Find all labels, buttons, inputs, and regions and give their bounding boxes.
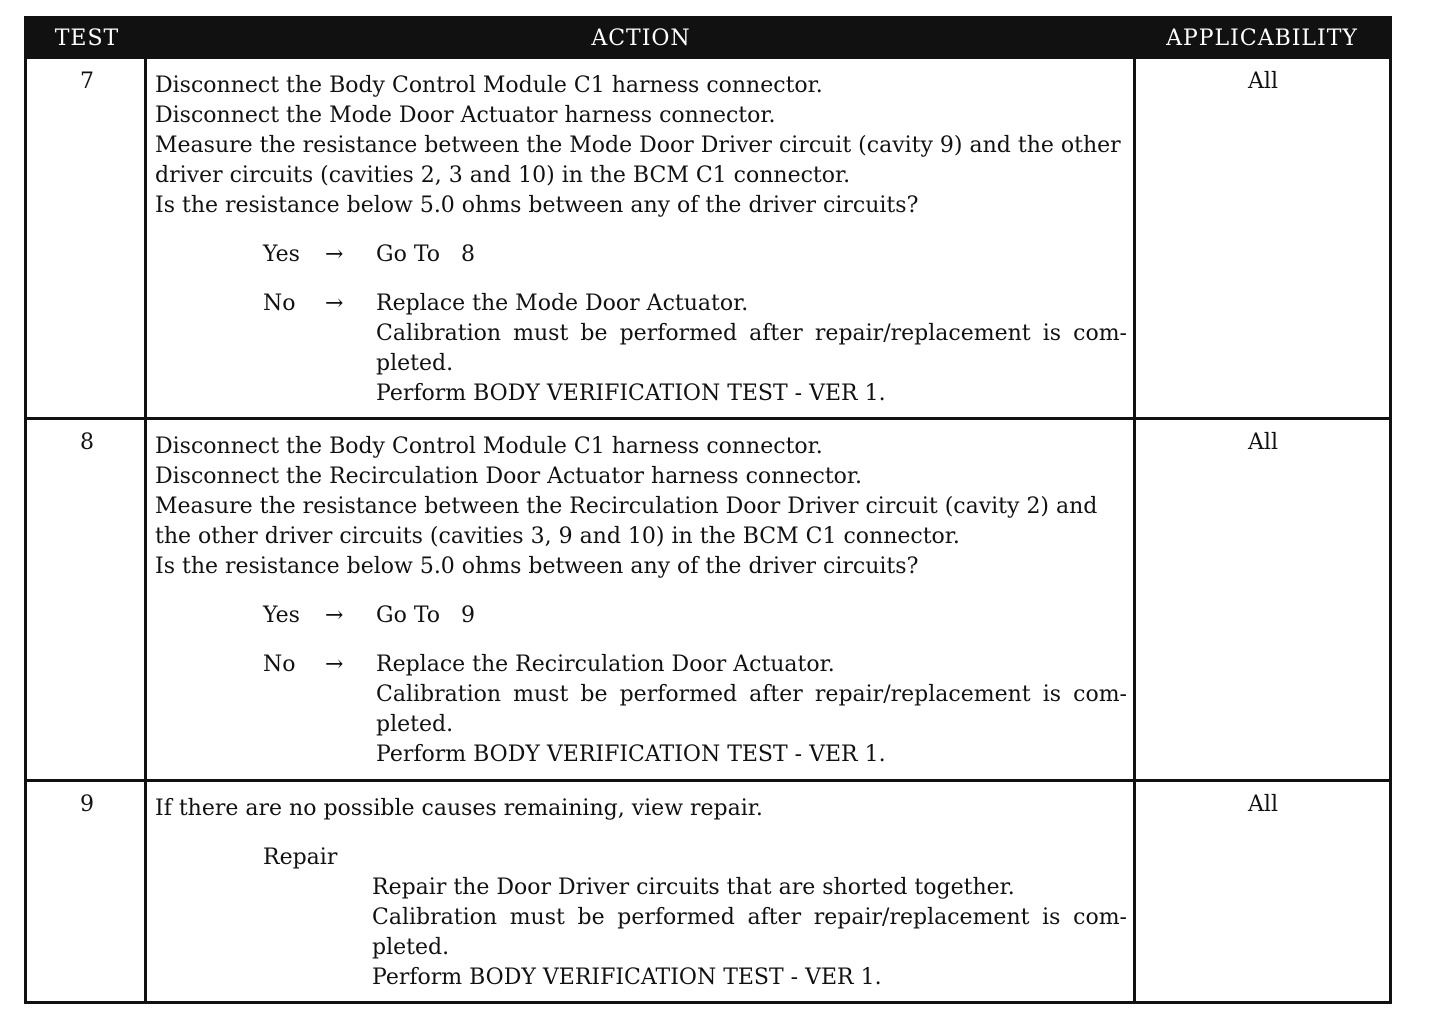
header-test: TEST bbox=[54, 26, 120, 51]
applicability-value: All bbox=[1248, 69, 1278, 94]
action-line: Disconnect the Body Control Module C1 harness connector. bbox=[155, 434, 823, 459]
action-line: Disconnect the Mode Door Actuator harness connector. bbox=[155, 103, 776, 128]
test-number: 9 bbox=[80, 792, 94, 817]
answer-no bbox=[263, 289, 1127, 409]
go-to-link: Go To 8 bbox=[376, 242, 475, 267]
answer-yes bbox=[263, 240, 1127, 270]
action-line: Measure the resistance between the Mode Door Driver circuit (cavity 9) and the other bbox=[155, 133, 1121, 158]
answer-text: Calibration must be performed after repair/replacement is com- bbox=[376, 321, 1127, 346]
table-row bbox=[27, 59, 1389, 417]
header-applicability: APPLICABILITY bbox=[1166, 26, 1358, 51]
repair-text: Calibration must be performed after repair/replacement is com- bbox=[372, 905, 1127, 930]
action-cell bbox=[155, 432, 1127, 770]
answer-label: No bbox=[263, 652, 296, 677]
answer-no bbox=[263, 650, 1127, 770]
repair-text: pleted. bbox=[372, 935, 450, 960]
action-line: driver circuits (cavities 2, 3 and 10) in the BCM C1 connector. bbox=[155, 163, 851, 188]
action-line: the other driver circuits (cavities 3, 9 and 10) in the BCM C1 connector. bbox=[155, 524, 960, 549]
action-line: If there are no possible causes remaining, view repair. bbox=[155, 796, 763, 821]
header-action: ACTION bbox=[591, 26, 691, 51]
answer-text: pleted. bbox=[376, 712, 454, 737]
answer-label: Yes bbox=[263, 603, 300, 628]
arrow-right-icon: → bbox=[325, 242, 344, 267]
action-line: Disconnect the Body Control Module C1 harness connector. bbox=[155, 73, 823, 98]
action-cell bbox=[155, 71, 1127, 409]
applicability-value: All bbox=[1248, 792, 1278, 817]
arrow-right-icon: → bbox=[325, 291, 344, 316]
action-line: Measure the resistance between the Recirculation Door Driver circuit (cavity 2) and bbox=[155, 494, 1098, 519]
action-line: Disconnect the Recirculation Door Actuator harness connector. bbox=[155, 464, 863, 489]
test-number: 7 bbox=[80, 69, 94, 94]
action-line: Is the resistance below 5.0 ohms between any of the driver circuits? bbox=[155, 193, 919, 218]
answer-text: Perform BODY VERIFICATION TEST - VER 1. bbox=[376, 381, 886, 406]
answer-text: pleted. bbox=[376, 351, 454, 376]
repair-label: Repair bbox=[263, 845, 338, 870]
table-header bbox=[27, 19, 1389, 59]
answer-label: No bbox=[263, 291, 296, 316]
answer-text: Replace the Recirculation Door Actuator. bbox=[376, 652, 835, 677]
repair-text: Perform BODY VERIFICATION TEST - VER 1. bbox=[372, 965, 882, 990]
action-cell bbox=[155, 794, 1127, 993]
go-to-link: Go To 9 bbox=[376, 603, 475, 628]
diagnostic-table bbox=[24, 16, 1392, 1004]
arrow-right-icon: → bbox=[325, 603, 344, 628]
answer-label: Yes bbox=[263, 242, 300, 267]
test-number: 8 bbox=[80, 430, 94, 455]
applicability-value: All bbox=[1248, 430, 1278, 455]
answer-text: Perform BODY VERIFICATION TEST - VER 1. bbox=[376, 742, 886, 767]
action-line: Is the resistance below 5.0 ohms between any of the driver circuits? bbox=[155, 554, 919, 579]
repair-text: Repair the Door Driver circuits that are shorted together. bbox=[372, 875, 1015, 900]
table-row bbox=[27, 782, 1389, 1004]
table-row bbox=[27, 420, 1389, 779]
answer-text: Replace the Mode Door Actuator. bbox=[376, 291, 749, 316]
answer-yes bbox=[263, 601, 1127, 631]
repair-body bbox=[372, 873, 1127, 993]
answer-text: Calibration must be performed after repair/replacement is com- bbox=[376, 682, 1127, 707]
arrow-right-icon: → bbox=[325, 652, 344, 677]
